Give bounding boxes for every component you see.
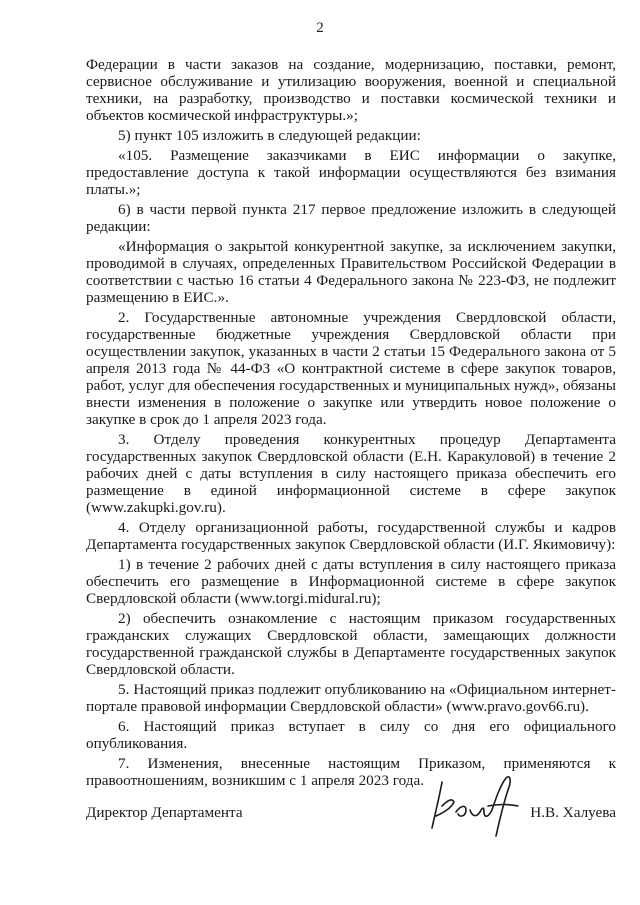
handwritten-signature: [426, 770, 531, 840]
signature-block: [86, 792, 616, 852]
paragraph-clause-4-sub-1: 1) в течение 2 рабочих дней с даты вступления в силу настоящего приказа обеспечить его размещение в Информационной системе в сфере закупок Свердловской области (www.torgi.midural.ru);: [86, 556, 616, 607]
page-number: 2: [316, 20, 324, 36]
paragraph-item-5: 5) пункт 105 изложить в следующей редакции:: [118, 127, 421, 144]
paragraph-clause-4: 4. Отделу организационной работы, государственной службы и кадров Департамента государственных закупок Свердловской области (И.Г. Якимовичу):: [86, 519, 616, 553]
paragraph-item-6: 6) в части первой пункта 217 первое предложение изложить в следующей редакции:: [86, 201, 616, 235]
document-body: [86, 56, 616, 792]
signatory-name: Н.В. Халуева: [530, 804, 616, 821]
paragraph-clause-2: 2. Государственные автономные учреждения Свердловской области, государственные бюджетные учреждения Свердловской области при осуществлении закупок, указанных в части 2 статьи 15 Федерального закона от 5 апреля 2013 года № 44-ФЗ «О контрактной системе в сфере закупок товаров, работ, услуг для обеспечения государственных и муниципальных нужд», обязаны внести изменения в положение о закупке или утвердить новое положение о закупке в срок до 1 апреля 2023 года.: [86, 309, 616, 428]
signatory-title: Директор Департамента: [86, 804, 243, 821]
paragraph-quote-217: «Информация о закрытой конкурентной закупке, за исключением закупки, проводимой в случаях, определенных Правительством Российской Федерации в соответствии с частью 16 статьи 4 Федерального закона № 223-ФЗ, не подлежит размещению в ЕИС.».: [86, 238, 616, 306]
paragraph-clause-6: 6. Настоящий приказ вступает в силу со дня его официального опубликования.: [86, 718, 616, 752]
paragraph-clause-5: 5. Настоящий приказ подлежит опубликованию на «Официальном интернет-портале правовой информации Свердловской области» (www.pravo.gov66.ru).: [86, 681, 616, 715]
paragraph-clause-3: 3. Отделу проведения конкурентных процедур Департамента государственных закупок Свердловской области (Е.Н. Каракуловой) в течение 2 рабочих дней с даты вступления в силу настоящего приказа обеспечить его размещение в единой информационной системе в сфере закупок (www.zakupki.gov.ru).: [86, 431, 616, 516]
paragraph-clause-7: 7. Изменения, внесенные настоящим Приказом, применяются к правоотношениям, возникшим с 1 апреля 2023 года.: [86, 755, 616, 789]
paragraph-quote-105: «105. Размещение заказчиками в ЕИС информации о закупке, предоставление доступа к такой информации осуществляются без взимания платы.»;: [86, 147, 616, 198]
paragraph-clause-4-sub-2: 2) обеспечить ознакомление с настоящим приказом государственных гражданских служащих Свердловской области, замещающих должности государственной гражданской службы в Департаменте государственных закупок Свердловской области.: [86, 610, 616, 678]
paragraph-continuation: Федерации в части заказов на создание, модернизацию, поставки, ремонт, сервисное обслуживание и утилизацию вооружения, военной и специальной техники, на разработку, производство и поставки космической техники и объектов космической инфраструктуры.»;: [86, 56, 616, 124]
